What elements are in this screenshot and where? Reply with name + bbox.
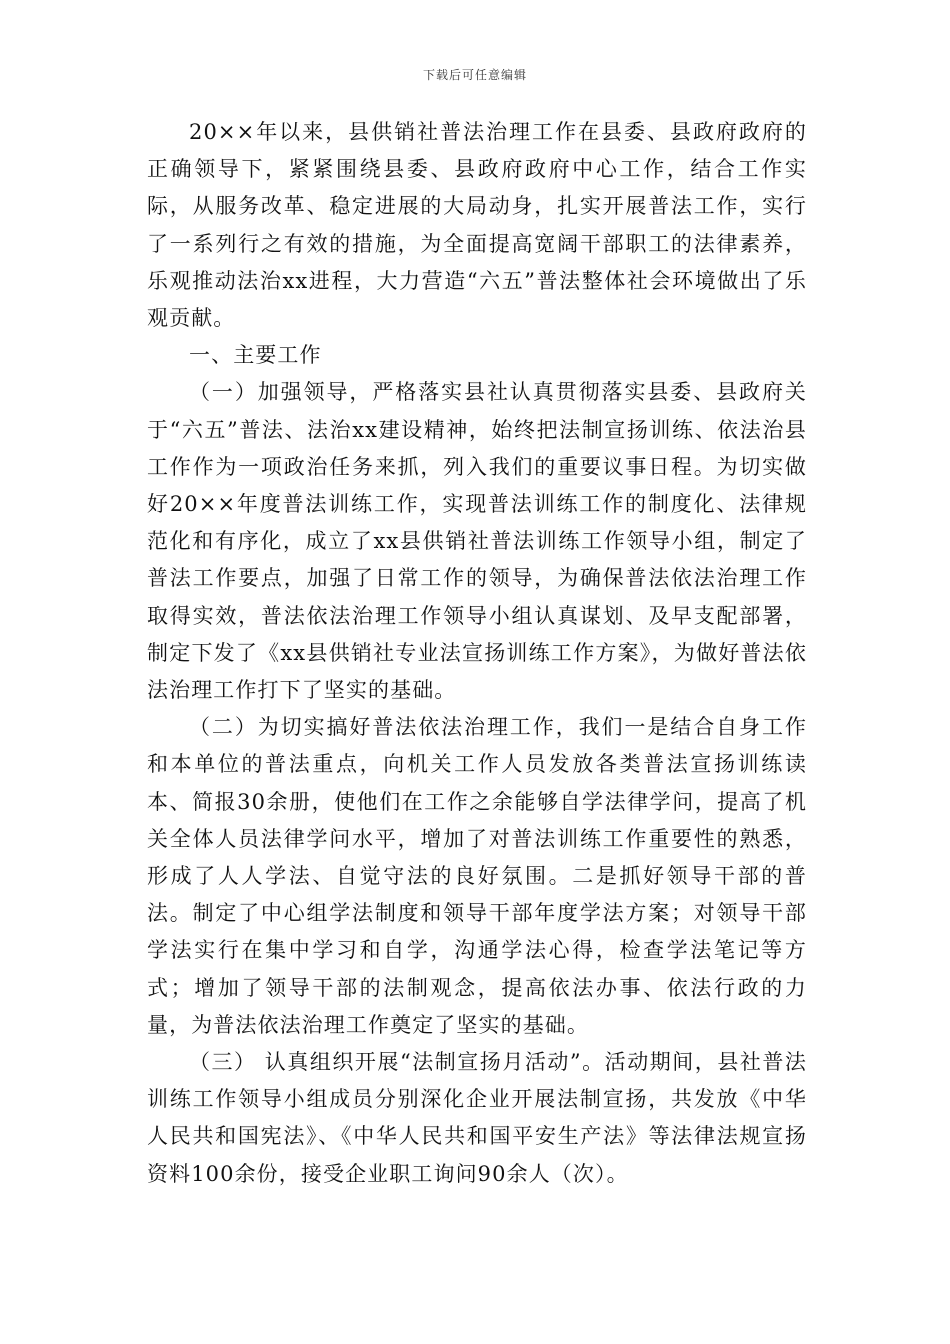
section-heading-main-work: 一、主要工作: [189, 343, 322, 368]
paragraph-publicity-month: （三） 认真组织开展“法制宣扬月活动”。活动期间，县社普法训练工作领导小组成员分别深化企业开展法制宣扬，共发放《中华人民共和国宪法》、《中华人民共和国平安生产法》等法律法规宣扬资料100余份，接受企业职工询问90余人（次）。: [147, 1050, 807, 1186]
paragraph-leadership: （一）加强领导，严格落实县社认真贯彻落实县委、县政府关于“六五”普法、法治xx建设精神，始终把法制宣扬训练、依法治县工作作为一项政治任务来抓，列入我们的重要议事日程。为切实做好20××年度普法训练工作，实现普法训练工作的制度化、法律规范化和有序化，成立了xx县供销社普法训练工作领导小组，制定了普法工作要点，加强了日常工作的领导，为确保普法依法治理工作取得实效，普法依法治理工作领导小组认真谋划、及早支配部署，制定下发了《xx县供销社专业法宣扬训练工作方案》，为做好普法依法治理工作打下了坚实的基础。: [147, 380, 807, 703]
download-editable-note: 下载后可任意编辑: [422, 68, 527, 82]
paragraph-legal-education: （二）为切实搞好普法依法治理工作，我们一是结合自身工作和本单位的普法重点，向机关工作人员发放各类普法宣扬训练读本、简报30余册，使他们在工作之余能够自学法律学问，提高了机关全体人员法律学问水平，增加了对普法训练工作重要性的熟悉，形成了人人学法、自觉守法的良好氛围。二是抓好领导干部的普法。制定了中心组学法制度和领导干部年度学法方案；对领导干部学法实行在集中学习和自学，沟通学法心得，检查学法笔记等方式；增加了领导干部的法制观念，提高依法办事、依法行政的力量，为普法依法治理工作奠定了坚实的基础。: [147, 715, 807, 1037]
intro-paragraph: 20××年以来，县供销社普法治理工作在县委、县政府政府的正确领导下，紧紧围绕县委、县政府政府中心工作，结合工作实际，从服务改革、稳定进展的大局动身，扎实开展普法工作，实行了一系列行之有效的措施，为全面提高宽阔干部职工的法律素养，乐观推动法治xx进程，大力营造“六五”普法整体社会环境做出了乐观贡献。: [147, 120, 807, 331]
document-body: [147, 114, 807, 1193]
